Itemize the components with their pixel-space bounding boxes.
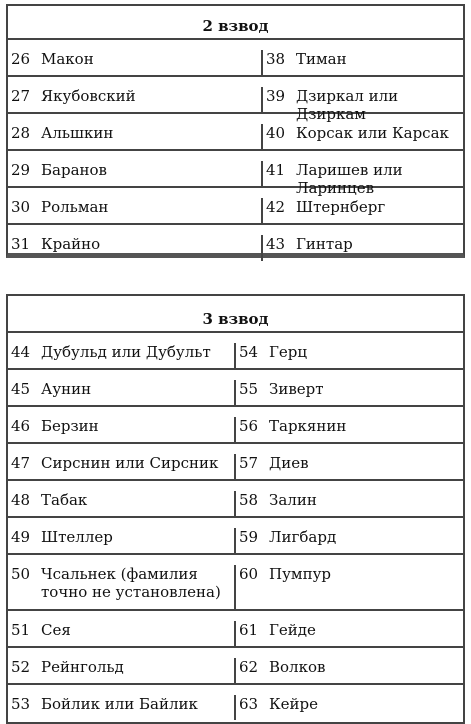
table-cell bbox=[8, 87, 263, 112]
table-cell bbox=[236, 565, 463, 609]
soldier-name: Аунин bbox=[41, 380, 92, 398]
table-row bbox=[8, 151, 463, 197]
table-row bbox=[8, 444, 463, 481]
table-cell bbox=[236, 454, 463, 479]
table-cell bbox=[236, 417, 463, 442]
soldier-name: Якубовский bbox=[41, 87, 136, 105]
table-cell bbox=[263, 124, 463, 149]
soldier-name: Рейнгольд bbox=[41, 658, 124, 676]
table-cell bbox=[8, 198, 263, 223]
platoon-2-table bbox=[6, 4, 465, 258]
row-number: 43 bbox=[266, 235, 286, 253]
soldier-name: Тиман bbox=[296, 50, 347, 68]
row-number: 58 bbox=[239, 491, 259, 509]
row-number: 50 bbox=[11, 565, 31, 583]
row-number: 47 bbox=[11, 454, 31, 472]
soldier-name: Штернберг bbox=[296, 198, 386, 216]
soldier-name: Гинтар bbox=[296, 235, 353, 253]
soldier-name: Корсак или Карсак bbox=[296, 124, 449, 142]
row-number: 29 bbox=[11, 161, 31, 179]
row-number: 53 bbox=[11, 695, 31, 713]
table-cell bbox=[236, 658, 463, 683]
table-row bbox=[8, 685, 463, 720]
table-row bbox=[8, 225, 463, 261]
soldier-name: Кейре bbox=[269, 695, 318, 713]
soldier-name: Дзиркал или Дзиркам bbox=[296, 87, 399, 123]
row-number: 31 bbox=[11, 235, 31, 253]
soldier-name: Рольман bbox=[41, 198, 109, 216]
row-number: 60 bbox=[239, 565, 259, 583]
soldier-name: Бойлик или Байлик bbox=[41, 695, 198, 713]
soldier-name: Сея bbox=[41, 621, 71, 639]
row-number: 56 bbox=[239, 417, 259, 435]
table-cell bbox=[8, 235, 263, 261]
row-number: 30 bbox=[11, 198, 31, 216]
row-number: 55 bbox=[239, 380, 259, 398]
table-row bbox=[8, 611, 463, 648]
soldier-name: Герц bbox=[269, 343, 308, 361]
row-number: 28 bbox=[11, 124, 31, 142]
row-number: 38 bbox=[266, 50, 286, 68]
soldier-name: Волков bbox=[269, 658, 326, 676]
row-number: 39 bbox=[266, 87, 286, 105]
row-number: 51 bbox=[11, 621, 31, 639]
table-row bbox=[8, 333, 463, 370]
table-row bbox=[8, 407, 463, 444]
row-number: 48 bbox=[11, 491, 31, 509]
soldier-name: Гейде bbox=[269, 621, 316, 639]
row-number: 45 bbox=[11, 380, 31, 398]
row-number: 41 bbox=[266, 161, 286, 179]
table-cell bbox=[8, 161, 263, 186]
platoon-2-title: 2 взвод bbox=[8, 6, 463, 40]
soldier-name: Штеллер bbox=[41, 528, 113, 546]
soldier-name: Залин bbox=[269, 491, 317, 509]
soldier-name: Пумпур bbox=[269, 565, 331, 583]
row-number: 40 bbox=[266, 124, 286, 142]
table-cell bbox=[8, 417, 236, 442]
table-cell bbox=[263, 161, 463, 197]
table-row bbox=[8, 40, 463, 77]
soldier-name: Сирснин или Сирсник bbox=[41, 454, 219, 472]
row-number: 62 bbox=[239, 658, 259, 676]
soldier-name: Ларишев или Ларинцев bbox=[296, 161, 403, 197]
soldier-name: Зиверт bbox=[269, 380, 324, 398]
row-number: 61 bbox=[239, 621, 259, 639]
soldier-name: Таркянин bbox=[269, 417, 347, 435]
soldier-name: Берзин bbox=[41, 417, 99, 435]
table-row bbox=[8, 648, 463, 685]
row-number: 63 bbox=[239, 695, 259, 713]
table-cell bbox=[263, 50, 463, 75]
soldier-name: Альшкин bbox=[41, 124, 114, 142]
table-cell bbox=[8, 695, 236, 720]
row-number: 59 bbox=[239, 528, 259, 546]
table-cell bbox=[8, 621, 236, 646]
row-number: 57 bbox=[239, 454, 259, 472]
table-cell bbox=[8, 491, 236, 516]
table-row bbox=[8, 370, 463, 407]
table-cell bbox=[236, 491, 463, 516]
table-cell bbox=[236, 528, 463, 553]
row-number: 44 bbox=[11, 343, 31, 361]
table-cell bbox=[236, 621, 463, 646]
table-row bbox=[8, 518, 463, 555]
table-row bbox=[8, 77, 463, 123]
table-cell bbox=[8, 50, 263, 75]
row-number: 52 bbox=[11, 658, 31, 676]
soldier-name: Дубульд или Дубульт bbox=[41, 343, 211, 361]
row-number: 49 bbox=[11, 528, 31, 546]
soldier-name: Чсальнек (фамилия точно не установлена) bbox=[41, 565, 221, 601]
table-cell bbox=[263, 235, 463, 261]
table-row bbox=[8, 481, 463, 518]
row-number: 54 bbox=[239, 343, 259, 361]
table-cell bbox=[8, 124, 263, 149]
soldier-name: Баранов bbox=[41, 161, 107, 179]
platoon-3-table bbox=[6, 294, 465, 724]
table-cell bbox=[8, 454, 236, 479]
table-row bbox=[8, 555, 463, 611]
table-cell bbox=[8, 528, 236, 553]
row-number: 26 bbox=[11, 50, 31, 68]
row-number: 27 bbox=[11, 87, 31, 105]
platoon-3-title: 3 взвод bbox=[8, 296, 463, 333]
table-cell bbox=[8, 343, 236, 368]
table-cell bbox=[8, 565, 236, 609]
soldier-name: Лигбард bbox=[269, 528, 337, 546]
table-cell bbox=[8, 380, 236, 405]
soldier-name: Крайно bbox=[41, 235, 101, 253]
table-cell bbox=[236, 343, 463, 368]
row-number: 46 bbox=[11, 417, 31, 435]
soldier-name: Макон bbox=[41, 50, 94, 68]
table-cell bbox=[263, 198, 463, 223]
row-number: 42 bbox=[266, 198, 286, 216]
table-cell bbox=[8, 658, 236, 683]
soldier-name: Табак bbox=[41, 491, 88, 509]
soldier-name: Диев bbox=[269, 454, 309, 472]
table-cell bbox=[263, 87, 463, 123]
table-cell bbox=[236, 695, 463, 720]
table-cell bbox=[236, 380, 463, 405]
